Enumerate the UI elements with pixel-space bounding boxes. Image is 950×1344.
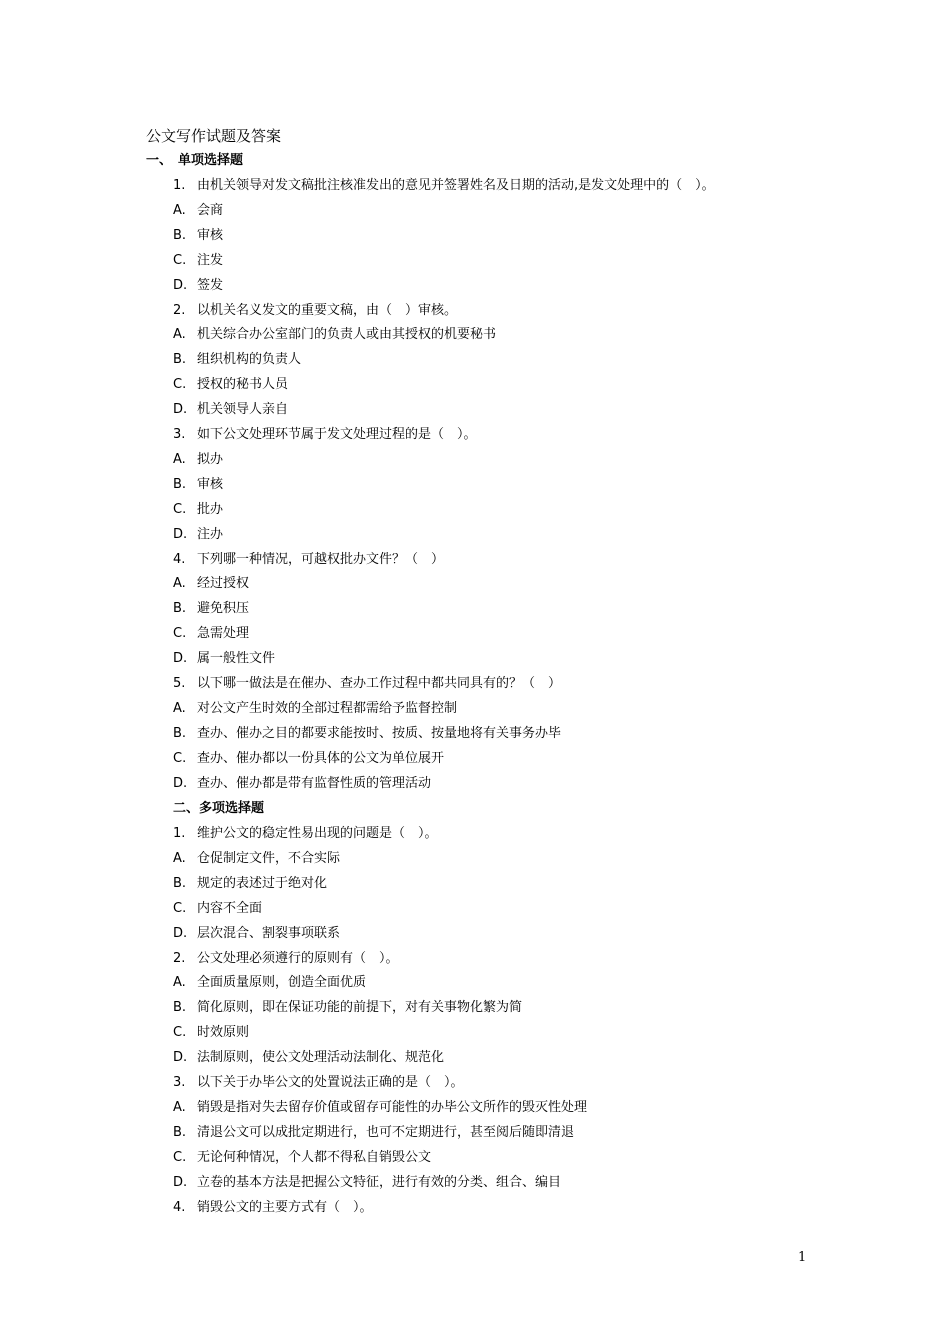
option-letter: B. (173, 601, 187, 617)
option-letter: D. (173, 1174, 188, 1190)
option-text: 规定的表述过于绝对化 (197, 875, 328, 891)
question-line (173, 550, 444, 570)
option-letter: A. (173, 1099, 186, 1115)
option-letter: D. (173, 1050, 188, 1066)
option-letter: B. (173, 875, 187, 891)
option-line (173, 350, 301, 370)
option-letter: D. (173, 775, 188, 791)
option-letter: C. (173, 750, 187, 766)
option-text: 仓促制定文件，不合实际 (197, 850, 341, 866)
option-line (173, 874, 327, 894)
question-text: 以下哪一做法是在催办、查办工作过程中都共同具有的？（ ） (197, 676, 562, 691)
section-heading-single-choice (146, 151, 243, 171)
option-line (173, 1173, 561, 1193)
option-line (173, 400, 288, 420)
option-text: 查办、催办都是带有监督性质的管理活动 (197, 775, 432, 791)
question-number: 2. (173, 950, 186, 966)
question-text: 维护公文的稳定性易出现的问题是（ ）。 (197, 826, 438, 841)
option-line (173, 475, 223, 495)
option-letter: A. (173, 327, 186, 343)
option-text: 全面质量原则，创造全面优质 (197, 975, 367, 991)
question-line (173, 301, 457, 321)
option-letter: B. (173, 1124, 187, 1140)
option-line (173, 774, 431, 794)
option-text: 经过授权 (197, 576, 250, 592)
option-text: 签发 (197, 277, 224, 293)
option-letter: B. (173, 352, 187, 368)
question-text: 以机关名义发文的重要文稿，由（ ）审核。 (197, 302, 458, 318)
option-letter: A. (173, 975, 186, 991)
question-text: 销毁公文的主要方式有（ ）。 (197, 1199, 373, 1215)
question-number: 1. (173, 178, 186, 193)
option-line (173, 450, 223, 470)
option-text: 立卷的基本方法是把握公文特征，进行有效的分类、组合、编目 (197, 1174, 562, 1190)
option-line (173, 849, 340, 869)
option-line (173, 924, 340, 944)
question-line (173, 674, 561, 694)
option-letter: B. (173, 476, 187, 492)
question-number: 3. (173, 1075, 186, 1090)
option-line (173, 599, 249, 619)
option-text: 查办、催办之目的都要求能按时、按质、按量地将有关事务办毕 (197, 725, 562, 741)
option-text: 无论何种情况，个人都不得私自销毁公文 (197, 1149, 432, 1165)
option-text: 注办 (197, 526, 224, 542)
option-letter: B. (173, 1000, 187, 1016)
option-line (173, 201, 223, 221)
option-letter: D. (173, 277, 188, 293)
option-text: 批办 (197, 501, 224, 517)
option-text: 审核 (197, 227, 224, 243)
option-text: 简化原则，即在保证功能的前提下，对有关事物化繁为简 (197, 1000, 523, 1016)
option-letter: A. (173, 850, 186, 866)
option-line (173, 574, 249, 594)
option-letter: B. (173, 227, 187, 243)
option-line (173, 1048, 444, 1068)
option-text: 拟办 (197, 451, 224, 467)
option-line (173, 226, 223, 246)
question-line (173, 425, 477, 445)
option-line (173, 724, 561, 744)
option-letter: C. (173, 1025, 187, 1041)
option-text: 属一般性文件 (197, 651, 276, 667)
question-line (173, 1198, 373, 1218)
question-number: 1. (173, 826, 186, 841)
option-letter: D. (173, 651, 188, 667)
option-letter: C. (173, 900, 187, 916)
option-text: 层次混合、割裂事项联系 (197, 925, 341, 941)
option-line (173, 749, 444, 769)
question-number: 4. (173, 551, 186, 567)
option-text: 授权的秘书人员 (197, 377, 289, 393)
option-letter: D. (173, 402, 188, 418)
option-letter: D. (173, 526, 188, 542)
option-line (173, 1023, 249, 1043)
option-letter: A. (173, 202, 186, 218)
option-letter: C. (173, 252, 187, 268)
question-text: 由机关领导对发文稿批注核准发出的意见并签署姓名及日期的活动,是发文处理中的（ ）。 (197, 178, 715, 193)
section-number: 一、 (146, 153, 173, 168)
option-line (173, 1148, 431, 1168)
option-line (173, 649, 275, 669)
question-number: 5. (173, 676, 186, 691)
document-title: 公文写作试题及答案 (146, 127, 282, 145)
option-letter: C. (173, 377, 187, 393)
option-line (173, 624, 249, 644)
option-letter: C. (173, 1149, 187, 1165)
option-line (173, 998, 522, 1018)
option-text: 组织机构的负责人 (197, 352, 302, 368)
option-text: 时效原则 (197, 1025, 250, 1041)
question-text: 如下公文处理环节属于发文处理过程的是（ ）。 (197, 427, 477, 442)
option-text: 对公文产生时效的全部过程都需给予监督控制 (197, 700, 458, 716)
option-text: 清退公文可以成批定期进行，也可不定期进行，甚至阅后随即清退 (197, 1124, 575, 1140)
option-line (173, 899, 262, 919)
option-line (173, 525, 223, 545)
option-letter: B. (173, 725, 187, 741)
question-text: 公文处理必须遵行的原则有（ ）。 (197, 950, 399, 966)
question-line (173, 949, 399, 969)
option-text: 机关领导人亲自 (197, 402, 289, 418)
page-number: 1 (798, 1250, 807, 1265)
option-line (173, 375, 288, 395)
option-text: 审核 (197, 476, 224, 492)
section-heading-multiple-choice: 二、多项选择题 (173, 801, 265, 816)
option-text: 法制原则，使公文处理活动法制化、规范化 (197, 1050, 445, 1066)
option-text: 注发 (197, 252, 224, 268)
question-line (173, 1073, 464, 1093)
option-line (173, 699, 457, 719)
question-number: 4. (173, 1199, 186, 1215)
question-text: 下列哪一种情况，可越权批办文件？（ ） (197, 551, 445, 567)
option-text: 机关综合办公室部门的负责人或由其授权的机要秘书 (197, 327, 497, 343)
option-text: 内容不全面 (197, 900, 263, 916)
option-letter: C. (173, 501, 187, 517)
section-title: 单项选择题 (178, 153, 244, 168)
question-text: 以下关于办毕公文的处置说法正确的是（ ）。 (197, 1075, 464, 1090)
option-line (173, 1098, 587, 1118)
option-text: 会商 (197, 202, 224, 218)
option-letter: C. (173, 626, 187, 642)
option-letter: D. (173, 925, 188, 941)
option-letter: A. (173, 451, 186, 467)
option-line (173, 276, 223, 296)
question-line (173, 824, 438, 844)
option-text: 销毁是指对失去留存价值或留存可能性的办毕公文所作的毁灭性处理 (197, 1099, 588, 1115)
option-letter: A. (173, 576, 186, 592)
option-text: 急需处理 (197, 626, 250, 642)
option-letter: A. (173, 700, 186, 716)
option-line (173, 1123, 574, 1143)
option-line (173, 251, 223, 271)
option-text: 避免积压 (197, 601, 250, 617)
question-number: 2. (173, 302, 186, 318)
option-line (173, 325, 496, 345)
option-line (173, 500, 223, 520)
option-line (173, 973, 366, 993)
question-line (173, 176, 715, 196)
option-text: 查办、催办都以一份具体的公文为单位展开 (197, 750, 445, 766)
question-number: 3. (173, 427, 186, 442)
